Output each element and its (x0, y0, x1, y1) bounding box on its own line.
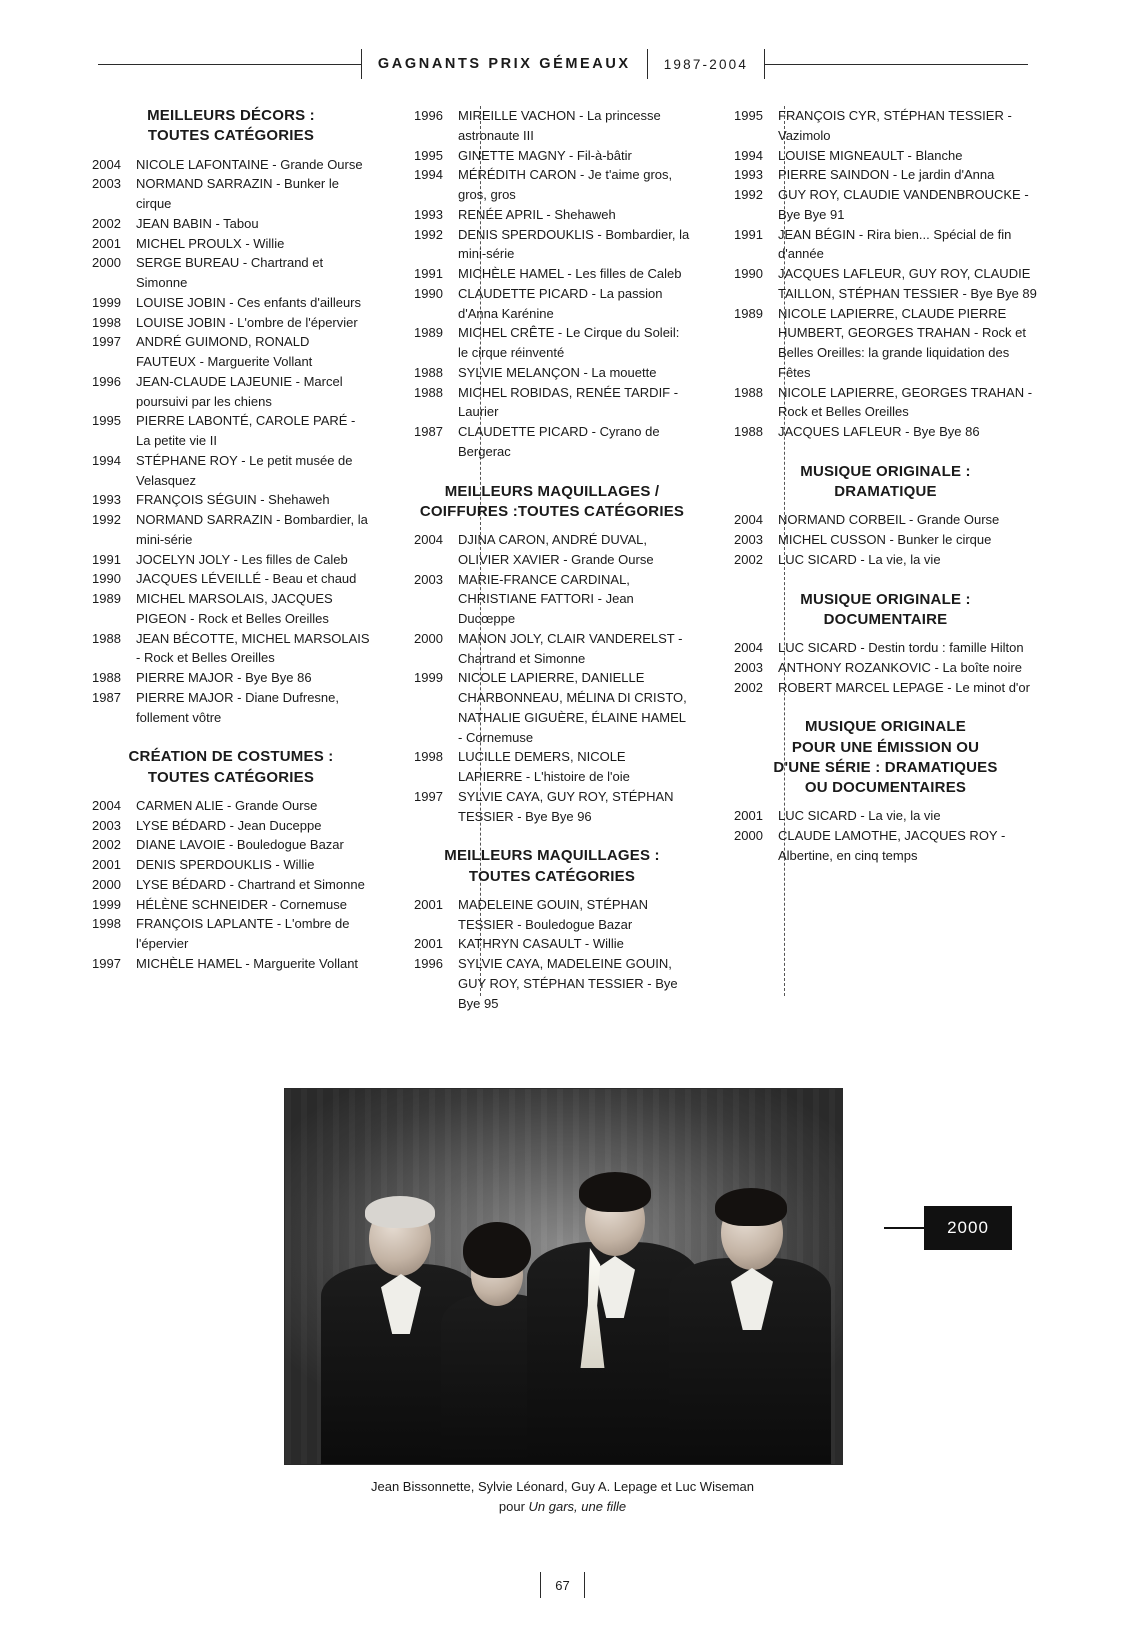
entry-year: 2000 (92, 876, 121, 892)
entry-list-meilleurs-decors (92, 155, 370, 728)
winner-entry (414, 146, 690, 166)
winner-entry (414, 165, 690, 205)
winner-entry (414, 383, 690, 423)
entry-text: JEAN BÉGIN - Rira bien... Spécial de fin d'année (778, 226, 1012, 262)
entry-text: DENIS SPERDOUKLIS - Willie (136, 857, 315, 872)
winner-entry (92, 214, 370, 234)
entry-list-musique-originale-dramatique (734, 510, 1037, 569)
entry-text: MADELEINE GOUIN, STÉPHAN TESSIER - Bouledogue Bazar (458, 896, 648, 932)
winner-entry (734, 510, 1037, 530)
section-heading-musique-originale-dramatique (734, 462, 1037, 503)
winner-entry (414, 787, 690, 827)
section-heading-line: MEILLEURS MAQUILLAGES / (444, 482, 660, 500)
entry-text: STÉPHANE ROY - Le petit musée de Velasquez (136, 452, 353, 488)
entry-year: 1992 (414, 226, 443, 242)
winner-entry (92, 234, 370, 254)
column-3 (712, 106, 1037, 1017)
section-heading-line: D'UNE SÉRIE : DRAMATIQUES (773, 758, 998, 776)
entry-year: 1990 (92, 571, 121, 587)
section-heading-line: TOUTES CATÉGORIES (147, 127, 315, 145)
winner-entry (92, 835, 370, 855)
entry-text: GUY ROY, CLAUDIE VANDENBROUCKE - Bye Bye 91 (778, 187, 1029, 222)
entry-text: JEAN-CLAUDE LAJEUNIE - Marcel poursuivi par les chiens (136, 373, 343, 409)
winner-entry (92, 895, 370, 915)
entry-text: MICHEL CUSSON - Bunker le cirque (778, 532, 992, 547)
entry-text: JOCELYN JOLY - Les filles de Caleb (136, 551, 348, 567)
section-heading-line: POUR UNE ÉMISSION OU (791, 738, 980, 756)
entry-text: RENÉE APRIL - Shehaweh (458, 206, 616, 222)
winner-entry (734, 422, 1037, 442)
year-tag-leader-line (884, 1227, 924, 1229)
entry-year: 2003 (414, 571, 443, 587)
winner-entry (92, 550, 370, 570)
header-rule-right (765, 64, 1028, 65)
entry-text: HÉLÈNE SCHNEIDER - Cornemuse (136, 896, 347, 912)
entry-text: GINETTE MAGNY - Fil-à-bâtir (458, 147, 632, 163)
winner-entry (92, 668, 370, 688)
winner-entry (414, 323, 690, 363)
entry-year: 1996 (92, 373, 121, 389)
entry-year: 1995 (414, 147, 443, 163)
entry-year: 1994 (414, 167, 443, 183)
entry-text: LUC SICARD - La vie, la vie (778, 808, 941, 824)
photo-block (284, 1088, 841, 1516)
entry-year: 1988 (734, 424, 763, 439)
entry-text: PIERRE SAINDON - Le jardin d'Anna (778, 167, 995, 183)
year-tag (884, 1206, 1012, 1250)
entry-text: DJINA CARON, ANDRÉ DUVAL, OLIVIER XAVIER - Grande Ourse (458, 532, 654, 567)
entry-year: 2004 (734, 512, 763, 528)
entry-text: NICOLE LAPIERRE, GEORGES TRAHAN - Rock et Belles Oreilles (778, 384, 1033, 420)
entry-list-creation-de-costumes (92, 796, 370, 974)
entry-text: SYLVIE CAYA, MADELEINE GOUIN, GUY ROY, STÉPHAN TESSIER - Bye Bye 95 (458, 956, 678, 1011)
entry-text: KATHRYN CASAULT - Willie (458, 936, 624, 952)
entry-text: JACQUES LAFLEUR - Bye Bye 86 (778, 424, 980, 439)
section-heading-meilleurs-maquillages (414, 846, 690, 887)
entry-list-meilleurs-maquillages-coiffures (414, 530, 690, 826)
page-folio (0, 1572, 1125, 1598)
entry-year: 1999 (92, 294, 121, 310)
entry-year: 1996 (414, 956, 443, 971)
entry-year: 1992 (92, 512, 121, 527)
entry-year: 1988 (414, 384, 443, 400)
entry-text: LYSE BÉDARD - Chartrand et Simonne (136, 876, 365, 892)
entry-year: 1994 (734, 147, 763, 163)
entry-text: NICOLE LAPIERRE, CLAUDE PIERRE HUMBERT, GEORGES TRAHAN - Rock et Belles Oreilles: la grande liquidation des Fêtes (778, 305, 1027, 380)
entry-text: LOUISE JOBIN - Ces enfants d'ailleurs (136, 294, 362, 310)
entry-text: NICOLE LAFONTAINE - Grande Ourse (136, 156, 363, 172)
section-heading-line: MUSIQUE ORIGINALE : (800, 590, 971, 608)
photo-caption-show (284, 1497, 841, 1517)
entry-text: CLAUDETTE PICARD - Cyrano de Bergerac (458, 424, 660, 459)
winner-entry (92, 688, 370, 728)
entry-year: 1988 (92, 630, 121, 646)
entry-text: DENIS SPERDOUKLIS - Bombardier, la mini-série (458, 226, 690, 262)
content-columns (92, 106, 1037, 1017)
winner-entry (92, 816, 370, 836)
entry-text: MIREILLE VACHON - La princesse astronaute III (458, 108, 661, 143)
section-heading-musique-originale-emission-serie (734, 717, 1037, 798)
section-heading-line: CRÉATION DE COSTUMES : (128, 748, 334, 766)
winner-entry (92, 293, 370, 313)
winner-entry (414, 629, 690, 669)
section-heading-line: TOUTES CATÉGORIES (147, 768, 315, 786)
entry-text: ANTHONY ROZANKOVIC - La boîte noire (778, 659, 1022, 675)
entry-text: ROBERT MARCEL LEPAGE - Le minot d'or (778, 679, 1030, 695)
entry-text: PIERRE MAJOR - Diane Dufresne, follement vôtre (136, 689, 340, 725)
entry-year: 2001 (414, 896, 443, 912)
winner-entry (92, 629, 370, 669)
entry-year: 1999 (414, 670, 443, 686)
entry-year: 1995 (734, 108, 763, 123)
entry-text: SYLVIE CAYA, GUY ROY, STÉPHAN TESSIER - Bye Bye 96 (458, 788, 674, 824)
entry-text: LUC SICARD - Destin tordu : famille Hilton (778, 640, 1024, 655)
entry-year: 1998 (92, 314, 121, 330)
entry-text: ANDRÉ GUIMOND, RONALD FAUTEUX - Marguerite Vollant (136, 334, 313, 369)
entry-text: JEAN BÉCOTTE, MICHEL MARSOLAIS - Rock et Belles Oreilles (136, 630, 370, 666)
winner-entry (92, 253, 370, 293)
column-2 (392, 106, 712, 1017)
entry-text: SERGE BUREAU - Chartrand et Simonne (136, 255, 324, 290)
entry-text: JEAN BABIN - Tabou (136, 215, 259, 231)
header-rule-left (98, 64, 361, 65)
winner-entry (92, 875, 370, 895)
entry-year: 1993 (414, 206, 443, 222)
photo-caption-prefix: pour (498, 1498, 529, 1514)
photo-caption-title: Un gars, une fille (528, 1498, 627, 1514)
winner-entry (734, 658, 1037, 678)
winner-entry (414, 954, 690, 1013)
header-year-range: 1987-2004 (663, 56, 749, 72)
winner-entry (734, 304, 1037, 383)
winner-entry (92, 954, 370, 974)
section-heading-meilleurs-maquillages-coiffures (414, 482, 690, 523)
entry-year: 1993 (734, 167, 763, 183)
winner-entry (92, 313, 370, 333)
winner-entry (92, 155, 370, 175)
winner-entry (92, 411, 370, 451)
winner-entry (414, 570, 690, 629)
entry-year: 1995 (92, 413, 121, 429)
folio-divider-right (584, 1572, 585, 1598)
photo-figure-right (665, 1164, 835, 1464)
winner-entry (414, 363, 690, 383)
entry-text: NORMAND SARRAZIN - Bunker le cirque (136, 176, 339, 211)
entry-text: JACQUES LAFLEUR, GUY ROY, CLAUDIE TAILLON, STÉPHAN TESSIER - Bye Bye 89 (778, 266, 1037, 301)
entry-text: MANON JOLY, CLAIR VANDERELST - Chartrand et Simonne (458, 630, 683, 666)
entry-year: 2001 (414, 936, 443, 952)
winner-entry (734, 638, 1037, 658)
winner-entry (414, 264, 690, 284)
entry-year: 1988 (414, 364, 443, 380)
entry-text: CLAUDE LAMOTHE, JACQUES ROY - Albertine, en cinq temps (778, 828, 1006, 863)
entry-year: 1990 (414, 285, 443, 301)
winner-entry (734, 383, 1037, 423)
winner-entry (92, 796, 370, 816)
entry-year: 1998 (92, 916, 121, 932)
entry-list-meilleurs-maquillages (414, 895, 690, 1014)
entry-text: MICHEL ROBIDAS, RENÉE TARDIF - Laurier (458, 384, 679, 420)
winner-entry (734, 146, 1037, 166)
entry-text: MARIE-FRANCE CARDINAL, CHRISTIANE FATTORI - Jean Ducœppe (458, 571, 634, 626)
entry-text: NORMAND CORBEIL - Grande Ourse (778, 512, 1000, 528)
entry-text: NICOLE LAPIERRE, DANIELLE CHARBONNEAU, MÉLINA DI CRISTO, NATHALIE GIGUÈRE, ÉLAINE HAMEL - Cornemuse (458, 670, 687, 745)
entry-text: LUC SICARD - La vie, la vie (778, 551, 941, 567)
entry-year: 2003 (92, 817, 121, 833)
entry-year: 1997 (414, 788, 443, 804)
winner-entry (92, 510, 370, 550)
entry-year: 2003 (734, 532, 763, 547)
winner-entry (414, 225, 690, 265)
entry-text: PIERRE LABONTÉ, CAROLE PARÉ - La petite vie II (136, 413, 356, 448)
section-heading-line: TOUTES CATÉGORIES (468, 867, 636, 885)
entry-text: FRANÇOIS LAPLANTE - L'ombre de l'épervier (136, 916, 350, 951)
entry-year: 1989 (414, 325, 443, 341)
entry-year: 1987 (92, 689, 121, 705)
section-heading-line: MUSIQUE ORIGINALE : (800, 462, 971, 480)
entry-year: 1997 (92, 334, 121, 350)
section-heading-line: MUSIQUE ORIGINALE (805, 718, 966, 736)
winner-entry (734, 530, 1037, 550)
winner-entry (734, 826, 1037, 866)
winner-entry (734, 264, 1037, 304)
entry-text: LOUISE MIGNEAULT - Blanche (778, 147, 963, 163)
entry-text: NORMAND SARRAZIN - Bombardier, la mini-série (136, 512, 368, 547)
entry-year: 1993 (92, 492, 121, 508)
winner-entry (92, 332, 370, 372)
entry-year: 1990 (734, 266, 763, 281)
entry-year: 1992 (734, 187, 763, 202)
entry-year: 1988 (92, 670, 121, 685)
entry-text: SYLVIE MELANÇON - La mouette (458, 364, 657, 380)
section-heading-line: OU DOCUMENTAIRES (804, 779, 967, 796)
winner-entry (414, 934, 690, 954)
entry-year: 2002 (734, 679, 763, 695)
entry-year: 2004 (414, 532, 443, 547)
header-title: GAGNANTS PRIX GÉMEAUX (377, 56, 631, 72)
entry-year: 1987 (414, 424, 443, 439)
winner-entry (414, 422, 690, 462)
entry-text: LUCILLE DEMERS, NICOLE LAPIERRE - L'histoire de l'oie (458, 749, 630, 784)
entry-text: MICHEL CRÊTE - Le Cirque du Soleil: le cirque réinventé (458, 325, 680, 360)
section-heading-creation-de-costumes (92, 747, 370, 788)
entry-year: 2000 (734, 828, 763, 843)
winner-entry (92, 451, 370, 491)
section-heading-line: MEILLEURS DÉCORS : (147, 107, 315, 124)
entry-year: 2002 (92, 215, 121, 231)
section-heading-meilleurs-decors (92, 106, 370, 147)
award-photo (284, 1088, 843, 1465)
winner-entry (92, 490, 370, 510)
entry-text: DIANE LAVOIE - Bouledogue Bazar (136, 837, 344, 853)
entry-text: CLAUDETTE PICARD - La passion d'Anna Karénine (458, 285, 663, 321)
entry-year: 1999 (92, 896, 121, 912)
entry-year: 1997 (92, 955, 121, 971)
winner-entry (414, 530, 690, 570)
section-heading-musique-originale-documentaire (734, 590, 1037, 631)
entry-year: 2003 (734, 659, 763, 675)
entry-year: 2004 (734, 640, 763, 655)
entry-year: 2003 (92, 176, 121, 192)
photo-caption-names: Jean Bissonnette, Sylvie Léonard, Guy A. Lepage et Luc Wiseman (370, 1479, 754, 1494)
entry-text: LOUISE JOBIN - L'ombre de l'épervier (136, 314, 358, 330)
winner-entry (92, 914, 370, 954)
winner-entry (414, 284, 690, 324)
winner-entry (92, 855, 370, 875)
entry-year: 1991 (414, 266, 443, 281)
entry-text: MICHEL PROULX - Willie (136, 235, 285, 251)
entry-year: 2001 (92, 235, 121, 251)
entry-year: 1988 (734, 384, 763, 400)
year-tag-label: 2000 (924, 1206, 1012, 1250)
section-heading-line: MEILLEURS MAQUILLAGES : (444, 847, 660, 865)
winner-entry (734, 806, 1037, 826)
entry-year: 2000 (414, 630, 443, 646)
winner-entry (734, 185, 1037, 225)
entry-year: 2001 (92, 857, 121, 872)
winner-entry (734, 550, 1037, 570)
entry-year: 2002 (92, 837, 121, 853)
entry-text: MÉRÉDITH CARON - Je t'aime gros, gros, gros (458, 167, 673, 202)
section-heading-line: COIFFURES :TOUTES CATÉGORIES (419, 502, 685, 520)
entry-text: JACQUES LÉVEILLÉ - Beau et chaud (136, 571, 357, 587)
winner-entry (414, 205, 690, 225)
entry-list-meilleurs-decors-suite (414, 106, 690, 462)
winner-entry (414, 106, 690, 146)
entry-year: 1994 (92, 452, 121, 468)
winner-entry (92, 174, 370, 214)
photo-caption (284, 1477, 841, 1516)
entry-text: LYSE BÉDARD - Jean Duceppe (136, 817, 322, 833)
entry-year: 2000 (92, 255, 121, 271)
winner-entry (734, 106, 1037, 146)
winner-entry (414, 895, 690, 935)
entry-list-musique-originale-emission-serie (734, 806, 1037, 865)
entry-text: MICHÈLE HAMEL - Marguerite Vollant (136, 955, 359, 971)
entry-list-musique-originale-documentaire (734, 638, 1037, 697)
entry-year: 1996 (414, 108, 443, 123)
entry-year: 2004 (92, 156, 121, 172)
entry-year: 2004 (92, 797, 121, 813)
winner-entry (414, 668, 690, 747)
winner-entry (414, 747, 690, 787)
section-heading-line: DRAMATIQUE (834, 483, 937, 500)
entry-year: 2002 (734, 551, 763, 567)
winner-entry (92, 589, 370, 629)
entry-year: 1989 (92, 591, 121, 606)
entry-year: 1998 (414, 749, 443, 765)
winner-entry (734, 225, 1037, 265)
entry-year: 1991 (734, 226, 763, 242)
winner-entry (92, 569, 370, 589)
winner-entry (734, 165, 1037, 185)
entry-text: FRANÇOIS SÉGUIN - Shehaweh (136, 492, 330, 508)
section-heading-line: DOCUMENTAIRE (823, 610, 948, 628)
entry-year: 2001 (734, 808, 763, 824)
page-header (98, 48, 1028, 80)
entry-text: MICHÈLE HAMEL - Les filles de Caleb (458, 266, 682, 281)
page-number: 67 (555, 1577, 570, 1593)
winner-entry (734, 678, 1037, 698)
entry-text: MICHEL MARSOLAIS, JACQUES PIGEON - Rock et Belles Oreilles (136, 591, 333, 626)
entry-text: PIERRE MAJOR - Bye Bye 86 (136, 670, 312, 685)
entry-text: FRANÇOIS CYR, STÉPHAN TESSIER - Vazimolo (778, 108, 1012, 143)
column-1 (92, 106, 392, 1017)
entry-year: 1989 (734, 305, 763, 321)
entry-list-meilleurs-maquillages-suite (734, 106, 1037, 442)
entry-text: CARMEN ALIE - Grande Ourse (136, 797, 318, 813)
entry-year: 1991 (92, 551, 121, 567)
winner-entry (92, 372, 370, 412)
